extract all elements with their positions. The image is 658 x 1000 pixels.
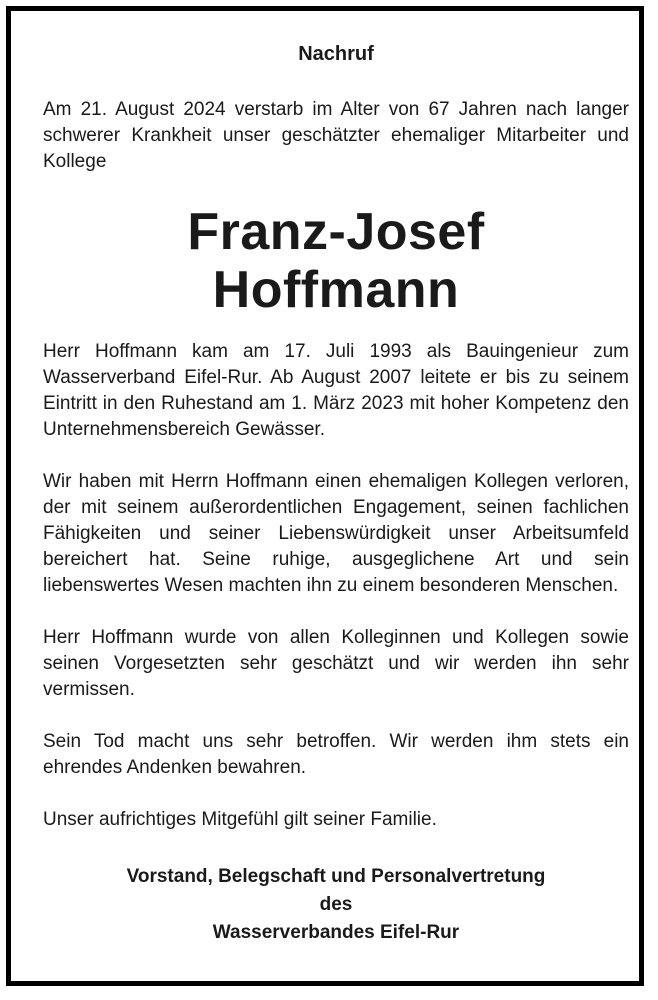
intro-paragraph: Am 21. August 2024 verstarb im Alter von 67 Jahren nach langer schwerer Krankheit unser geschätzter ehemaliger Mitarbeiter und Kollege <box>43 99 629 172</box>
deceased-last-name: Hoffmann <box>212 261 460 319</box>
obituary-content <box>43 41 629 947</box>
esteem-paragraph: Herr Hoffmann wurde von allen Kolleginnen und Kollegen sowie seinen Vorgesetzten sehr geschätzt und wir werden ihn sehr vermissen. <box>43 627 629 700</box>
signature-line-1: Vorstand, Belegschaft und Personalvertretung <box>126 866 546 887</box>
signature-line-2: des <box>319 894 353 915</box>
deceased-first-name: Franz-Josef <box>187 203 485 261</box>
signature-line-3: Wasserverbandes Eifel-Rur <box>212 922 460 943</box>
condolence-paragraph: Unser aufrichtiges Mitgefühl gilt seiner Familie. <box>43 809 437 830</box>
career-paragraph: Herr Hoffmann kam am 17. Juli 1993 als Bauingenieur zum Wasserverband Eifel-Rur. Ab August 2007 leitete er bis zu seinem Eintritt in den Ruhestand am 1. März 2023 mit hoher Kompetenz den Unternehmensbereich Gewässer. <box>43 341 629 440</box>
memory-paragraph: Sein Tod macht uns sehr betroffen. Wir werden ihm stets ein ehrendes Andenken bewahren. <box>43 731 629 778</box>
obituary-frame <box>6 6 644 986</box>
tribute-paragraph: Wir haben mit Herrn Hoffmann einen ehemaligen Kollegen verloren, der mit seinem außerordentlichen Engagement, seinen fachlichen Fähigkeiten und seiner Liebenswürdigkeit unser Arbeitsumfeld bereichert hat. Seine ruhige, ausgeglichene Art und sein liebenswertes Wesen machten ihn zu einem besonderen Menschen. <box>43 471 629 596</box>
signature-block <box>43 863 629 947</box>
deceased-name <box>43 203 629 319</box>
page-title: Nachruf <box>298 43 374 65</box>
